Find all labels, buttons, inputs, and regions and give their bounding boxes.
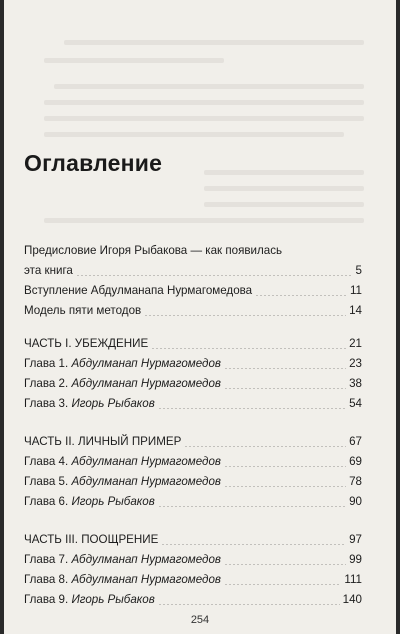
toc-entry-label: Глава 8. Абдулманап Нурмагомедов	[24, 573, 221, 586]
toc-page-number: 111	[344, 573, 362, 586]
book-page	[4, 0, 396, 634]
page-number: 254	[190, 614, 210, 626]
toc-chapter	[24, 492, 362, 512]
toc-page-number: 14	[349, 304, 362, 317]
toc-page-number: 38	[349, 377, 362, 390]
toc-page-number: 97	[349, 533, 362, 546]
dot-leader	[224, 584, 341, 585]
toc-chapter	[24, 590, 362, 610]
dot-leader	[224, 368, 346, 369]
toc-page-number: 23	[349, 357, 362, 370]
toc-page-number: 99	[349, 553, 362, 566]
toc-page-number: 11	[349, 284, 362, 297]
toc-chapter	[24, 354, 362, 374]
dot-leader	[144, 315, 346, 316]
toc-entry	[24, 261, 362, 281]
toc-entry-label: Глава 9. Игорь Рыбаков	[24, 593, 155, 606]
toc-entry-label: ЧАСТЬ III. ПООЩРЕНИЕ	[24, 533, 159, 546]
toc-entry-label: Глава 5. Абдулманап Нурмагомедов	[24, 475, 221, 488]
page-title: Оглавление	[24, 150, 163, 176]
dot-leader	[158, 604, 340, 605]
dot-leader	[158, 408, 346, 409]
toc-page-number: 5	[355, 264, 362, 277]
toc-page-number: 67	[349, 435, 362, 448]
toc-chapter	[24, 374, 362, 394]
toc-part-heading	[24, 432, 362, 452]
toc-part-heading	[24, 530, 362, 550]
toc-entry-label: Глава 6. Игорь Рыбаков	[24, 495, 155, 508]
dot-leader	[161, 544, 346, 545]
toc-entry-label: Предисловие Игоря Рыбакова — как появилась	[24, 244, 283, 257]
toc-entry-label: Глава 1. Абдулманап Нурмагомедов	[24, 357, 221, 370]
toc-entry-label: Глава 4. Абдулманап Нурмагомедов	[24, 455, 221, 468]
dot-leader	[255, 295, 347, 296]
dot-leader	[151, 348, 346, 349]
dot-leader	[224, 466, 346, 467]
table-of-contents	[24, 241, 362, 610]
toc-chapter	[24, 452, 362, 472]
toc-page-number: 21	[349, 337, 362, 350]
dot-leader	[224, 564, 346, 565]
toc-entry-label: Модель пяти методов	[24, 304, 142, 317]
toc-page-number: 69	[349, 455, 362, 468]
dot-leader	[184, 446, 346, 447]
toc-entry-label: ЧАСТЬ I. УБЕЖДЕНИЕ	[24, 337, 149, 350]
toc-entry	[24, 301, 362, 321]
toc-entry	[24, 241, 362, 261]
dot-leader	[158, 506, 346, 507]
toc-page-number: 90	[349, 495, 362, 508]
dot-leader	[224, 388, 346, 389]
toc-entry-label: Глава 7. Абдулманап Нурмагомедов	[24, 553, 221, 566]
toc-entry-label: эта книга	[24, 264, 73, 277]
toc-chapter	[24, 394, 362, 414]
toc-entry-label: Вступление Абдулманапа Нурмагомедова	[24, 284, 253, 297]
toc-page-number: 54	[349, 397, 362, 410]
toc-part-heading	[24, 334, 362, 354]
toc-entry-label: ЧАСТЬ II. ЛИЧНЫЙ ПРИМЕР	[24, 435, 182, 448]
spacer	[24, 321, 362, 334]
toc-entry-label: Глава 3. Игорь Рыбаков	[24, 397, 155, 410]
spacer	[24, 512, 362, 530]
dot-leader	[224, 486, 346, 487]
toc-chapter	[24, 472, 362, 492]
toc-page-number: 140	[342, 593, 362, 606]
toc-entry-label: Глава 2. Абдулманап Нурмагомедов	[24, 377, 221, 390]
toc-page-number: 78	[349, 475, 362, 488]
toc-chapter	[24, 570, 362, 590]
dot-leader	[76, 275, 353, 276]
toc-entry	[24, 281, 362, 301]
spacer	[24, 414, 362, 432]
toc-chapter	[24, 550, 362, 570]
